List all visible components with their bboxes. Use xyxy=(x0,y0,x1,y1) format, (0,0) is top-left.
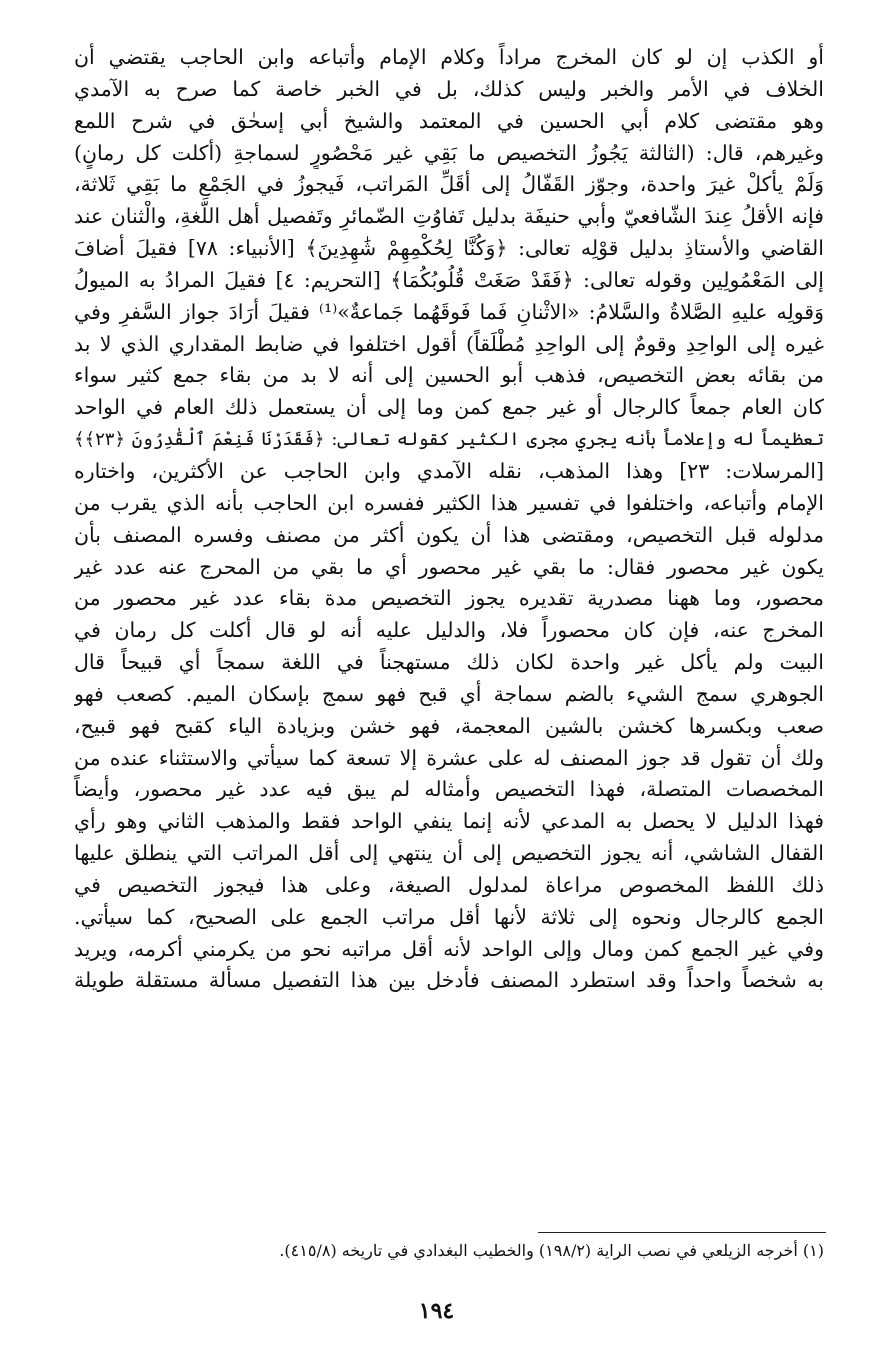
text-line: أو الكذب إن لو كان المخرج مراداً وكلام الإمام وأتباعه وابن الحاجب يقتضي أن xyxy=(74,45,824,69)
text-line: إلى المَعْمُولِين وقوله تعالى: ﴿فَقَدْ صَغَتْ قُلُوبُكُمَا﴾ [التحريم: ٤] فقيلَ المرادُ به الميولُ xyxy=(74,267,824,292)
text-line: محصور، وما ههنا مصدرية تقديره يجوز التخصيص مدة بقاء عدد غير محصور من xyxy=(74,586,824,611)
text-line: وَلَمْ يأكلْ غيرَ واحدة، وجوّز القَفّالُ إلى أقَلِّ المَراتب، فَيجوزُ في الجَمْعِ ما بَقِي ثَلاثة، xyxy=(74,172,824,197)
text-line: البيت ولم يأكل غير واحدة لكان ذلك مستهجناً في اللغة سمجاً أي قبيحاً قال xyxy=(74,650,824,675)
footnote: (١) أخرجه الزيلعي في نصب الراية (١٩٨/٢) والخطيب البغدادي في تاريخه (٤١٥/٨). xyxy=(279,1241,824,1260)
text-line: به شخصاً واحداً وقد استطرد المصنف فأدخل بين هذا التفصيل مسألة مستقلة طويلة xyxy=(74,968,824,993)
text-line: صعب وبكسرها كخشن بالشين المعجمة، فهو خشن وبزيادة الياء كقبح فهو قبيح، xyxy=(74,713,824,738)
main-text-block xyxy=(74,42,824,997)
text-line: الإمام وأتباعه، واختلفوا في تفسير هذا الكثير ففسره ابن الحاجب بأنه الذي يقرب من xyxy=(74,490,824,515)
footnote-separator xyxy=(538,1232,826,1233)
text-line: كان العام جمعاً كالرجال أو غير جمع كمن وما إلى أن يستعمل ذلك العام في الواحد xyxy=(74,395,824,420)
text-line: الجوهري سمج الشيء بالضم سماجة أي قبح فهو سمج بإسكان الميم. كصعب فهو xyxy=(74,681,824,706)
page-number: ١٩٤ xyxy=(418,1298,455,1324)
text-line: وفي غير الجمع كمن ومال وإلى الواحد لأنه أقل مراتبه نحو من يكرمني أكرمه، ويريد xyxy=(74,936,824,961)
text-line: فإنه الأقلُ عِندَ الشّافعيّ وأبي حنيفَة بدليل تَفاوُتِ الضّمائرِ وتَفصيل أهل اللُّغةِ، والْثنان عند xyxy=(74,204,824,229)
text-line: [المرسلات: ٢٣] وهذا المذهب، نقله الآمدي وابن الحاجب عن الأكثرين، واختاره xyxy=(74,458,824,483)
text-line: وهو مقتضى كلام أبي الحسين في المعتمد والشيخ أبي إسحٰق في شرح اللمع xyxy=(74,108,824,133)
text-line: تعظيماً له وإعلاماً بأنه يجري مجرى الكثير كقوله تعالى: ﴿فَقَدَرْنَا فَنِعْمَ ٱلْقَٰدِرُونَ ﴿٢٣﴾﴾ xyxy=(74,429,824,451)
text-line: وَقولِه عليهِ الصَّلاةُ والسَّلامُ: «الاثْنانِ فَما فَوقَهُما جَماعةٌ»⁽¹⁾ فقيلَ أرَادَ جواز السَّفرِ وفي xyxy=(74,299,824,324)
text-line: يكون غير محصور فقال: ما بقي غير محصور أي ما بقي من المحرج عنه عدد غير xyxy=(74,554,824,579)
text-line: من بقائه بعض التخصيص، فذهب أبو الحسين إلى أنه لا بد من بقاء جمع كثير سواء xyxy=(74,363,824,388)
text-line: المخصصات المتصلة، فهذا التخصيص وأمثاله لم يبق فيه عدد غير محصور، وأيضاً xyxy=(74,777,824,802)
text-line: وغيرهم، قال: (الثالثة يَجُوزُ التخصيص ما بَقِي غير مَحْصُورٍ لسماجةِ (أكلت كل رمانٍ) xyxy=(74,140,824,165)
text-line: الجمع كالرجال ونحوه إلى ثلاثة لأنها أقل مراتب الجمع على الصحيح، كما سيأتي. xyxy=(74,904,824,929)
text-line: القاضي والأستاذِ بدليل قوْلِه تعالى: ﴿وَكُنَّا لِحُكْمِهِمْ شَٰهِدِينَ﴾ [الأنبياء: ٧٨] فقيلَ أضافَ xyxy=(74,236,824,261)
text-line: غيره إلى الواحِدِ وقومٌ إلى الواحِدِ مُطْلَقاً) أقول اختلفوا في ضابط المقداري الذي لا بد xyxy=(74,331,824,356)
text-line: فهذا الدليل لا يحصل به المدعي لأنه إنما ينفي الواحد فقط والمذهب الثاني وهو رأي xyxy=(74,809,824,834)
text-line: ولك أن تقول قد جوز المصنف له على عشرة إلا تسعة كما سيأتي والاستثناء عنده من xyxy=(74,745,824,770)
text-line: القفال الشاشي، أنه يجوز التخصيص إلى أن ينتهي إلى أقل المراتب التي ينطلق عليها xyxy=(74,841,824,866)
text-line: ذلك اللفظ المخصوص مراعاة لمدلول الصيغة، وعلى هذا فيجوز التخصيص في xyxy=(74,872,824,897)
text-line: مدلوله قبل التخصيص، ومقتضى هذا أن يكون أكثر من مصنف وفسره المصنف بأن xyxy=(74,522,824,547)
text-line: المخرج عنه، فإن كان محصوراً فلا، والدليل عليه أنه لو قال أكلت كل رمان في xyxy=(74,618,824,643)
text-line: الخلاف في الأمر والخبر وليس كذلك، بل في الخبر خاصة كما صرح به الآمدي xyxy=(74,76,824,101)
